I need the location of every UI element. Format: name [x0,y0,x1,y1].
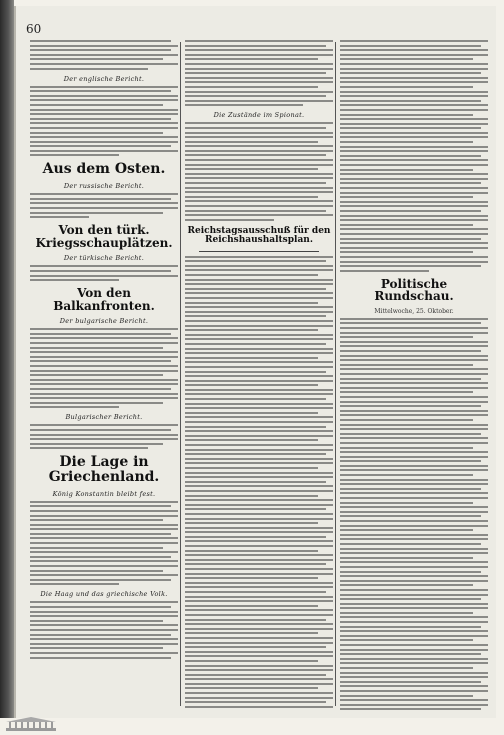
column-rule [180,42,181,706]
text-block [185,122,333,220]
text-block [30,193,178,218]
column-1 [30,40,178,710]
column-3 [340,40,488,710]
subheading: Die Haag und das griechische Volk. [40,590,168,599]
text-block [30,40,178,70]
page-number: 60 [26,22,42,36]
subheading: Die Zustände im Spionat. [213,111,305,120]
subheading: Bulgarischer Bericht. [65,413,143,422]
text-block [30,265,178,281]
library-building-logo [4,716,58,733]
subheading: Der bulgarische Bericht. [59,317,149,326]
section-heading: Von den türk. Kriegsschauplätzen. [35,223,173,250]
section-heading: Reichstagsausschuß für den Reichshaushaltsplan. [187,225,331,246]
subheading: Der türkische Bericht. [63,254,145,263]
section-heading: Von den Balkanfronten. [53,286,155,313]
scan-footer [0,718,504,735]
section-heading: Politische Rundschau. [374,276,454,304]
text-block [30,501,178,586]
book-spine [0,0,14,735]
subheading: Der englische Bericht. [63,74,145,83]
text-block [30,601,178,658]
subheading: König Konstantin bleibt fest. [52,489,156,498]
column-rule [335,42,336,706]
section-heading: Aus dem Osten. [42,161,166,178]
text-block [340,40,488,272]
section-heading: Die Lage in Griechenland. [48,454,160,486]
text-block [340,318,488,710]
text-block [30,424,178,449]
dateline: Mittelwoche, 25. Oktober. [374,307,454,315]
text-block [185,40,333,106]
column-2 [185,40,333,710]
text-block [185,256,333,710]
text-block [30,86,178,157]
text-block [30,328,178,408]
subheading: Der russische Bericht. [63,182,145,191]
divider [199,251,319,252]
